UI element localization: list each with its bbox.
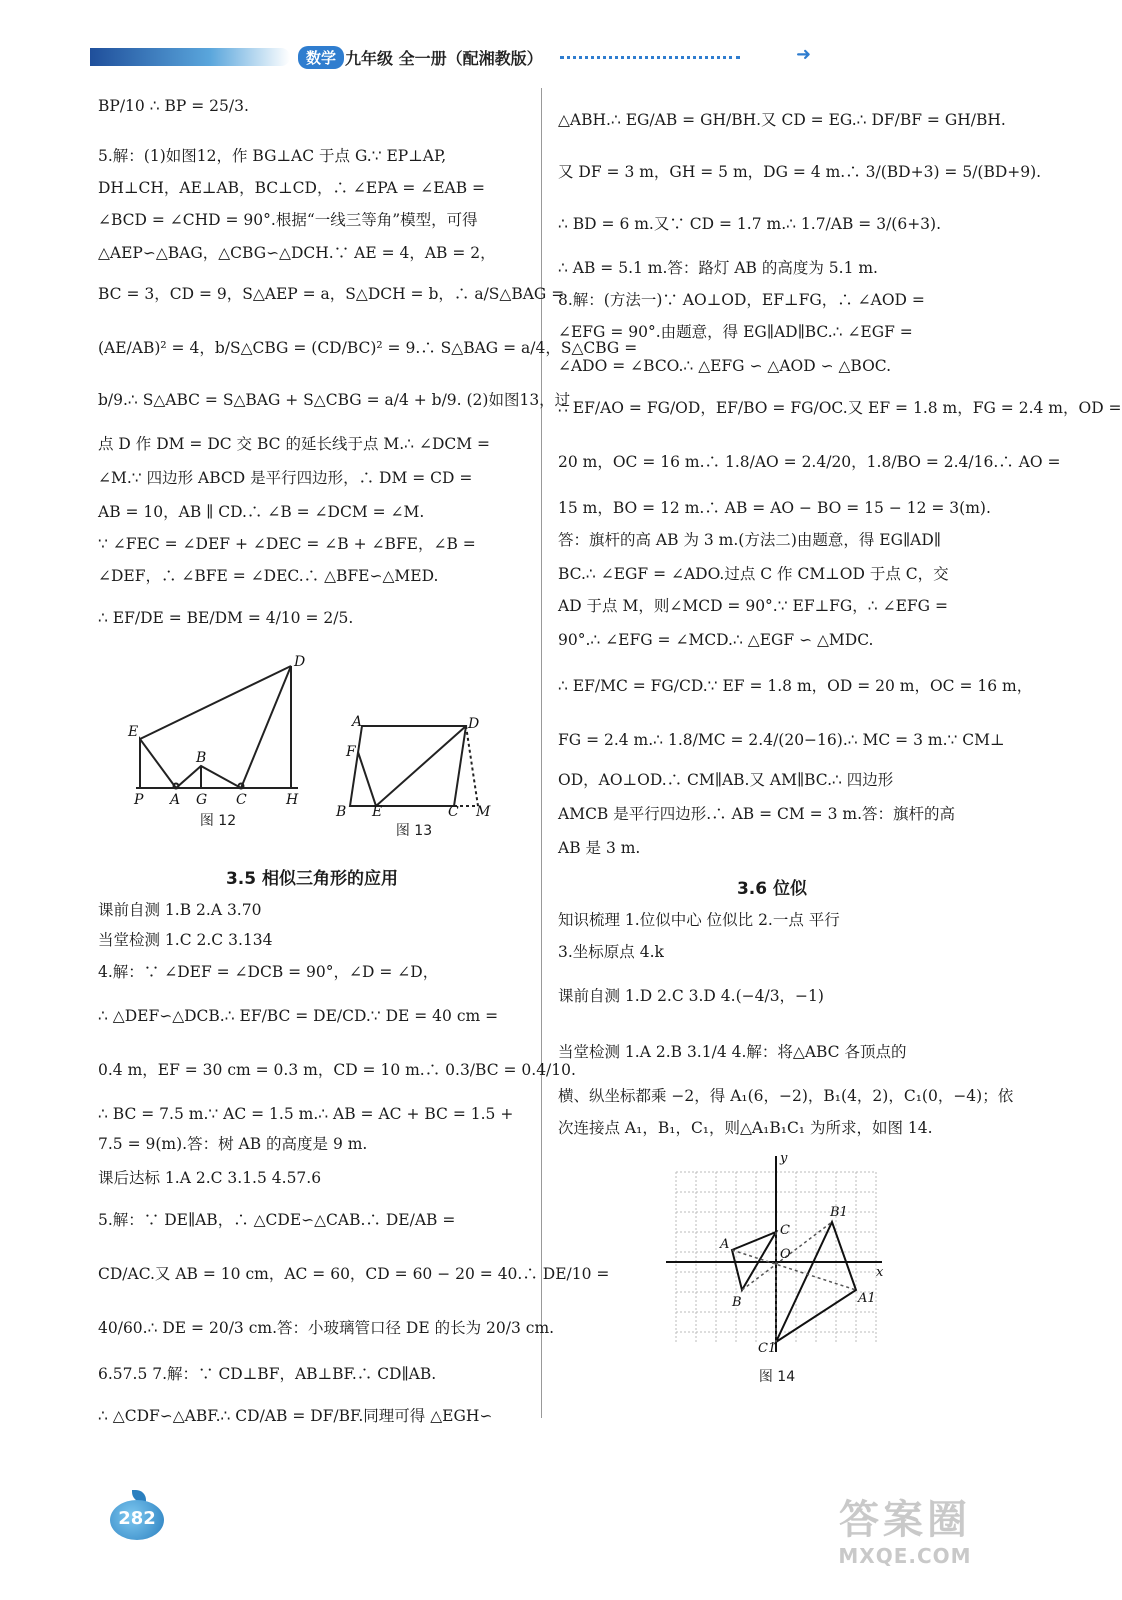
text-line: AD 于点 M，则∠MCD = 90°.∵ EF⊥FG，∴ ∠EFG = [558,597,948,615]
fig12-label-D: D [294,654,306,670]
fig14-label-B1: B1 [830,1205,848,1220]
fig14-label-A: A [720,1237,730,1252]
text-line: 5.解：(1)如图12，作 BG⊥AC 于点 G.∵ EP⊥AP, [98,147,447,165]
text-line: 答：旗杆的高 AB 为 3 m.(方法二)由题意，得 EG∥AD∥ [558,531,941,549]
header-swoosh-decoration [90,48,290,66]
text-line: 40/60.∴ DE = 20/3 cm.答：小玻璃管口径 DE 的长为 20/3 cm. [98,1319,555,1337]
text-line: 3.坐标原点 4.k [558,943,664,961]
fig13-label-E: E [372,804,383,820]
text-line: 0.4 m，EF = 30 cm = 0.3 m，CD = 10 m.∴ 0.3/BC = 0.4/10. [98,1061,576,1079]
book-title: 九年级 全一册（配湘教版） [345,49,543,68]
text-line: 15 m，BO = 12 m.∴ AB = AO − BO = 15 − 12 = 3(m). [558,499,991,517]
text-line: 6.57.5 7.解：∵ CD⊥BF，AB⊥BF.∴ CD∥AB. [98,1365,437,1383]
figure-13-caption: 图 13 [395,823,433,839]
fig12-label-B: B [196,750,207,766]
text-line: ∠BCD = ∠CHD = 90°.根据“一线三等角”模型，可得 [98,211,478,229]
watermark [805,1496,1005,1586]
text-line: 横、纵坐标都乘 −2，得 A₁(6，−2)，B₁(4，2)，C₁(0，−4)；依 [558,1087,1014,1105]
watermark-en: MXQE.COM [838,1544,972,1568]
page-number-badge [110,1490,170,1550]
text-line: FG = 2.4 m.∴ 1.8/MC = 2.4/(20−16).∴ MC = 3 m.∵ CM⊥ [558,731,1005,749]
text-line: 4.解：∵ ∠DEF = ∠DCB = 90°，∠D = ∠D， [98,963,439,981]
fig14-label-A1: A1 [858,1291,876,1306]
text-line: ∴ EF/AO = FG/OD，EF/BO = FG/OC.又 EF = 1.8 m，FG = 2.4 m，OD = [558,399,1122,417]
text-line: 当堂检测 1.A 2.B 3.1/4 4.解：将△ABC 各顶点的 [558,1043,907,1061]
text-line: BC.∴ ∠EGF = ∠ADO.过点 C 作 CM⊥OD 于点 C，交 [558,565,949,583]
text-line: DH⊥CH，AE⊥AB，BC⊥CD，∴ ∠EPA = ∠EAB = [98,179,486,197]
fig13-label-D: D [468,716,480,732]
figure-12-diagram [128,656,308,806]
figure-14 [662,1152,892,1386]
text-line: 次连接点 A₁，B₁，C₁，则△A₁B₁C₁ 为所求，如图 14. [558,1119,933,1137]
fig14-label-C: C [780,1223,790,1238]
text-line: b/9.∴ S△ABC = S△BAG + S△CBG = a/4 + b/9. (2)如图13，过 [98,391,571,409]
text-line: CD/AC.又 AB = 10 cm，AC = 60，CD = 60 − 20 = 40.∴ DE/10 = [98,1265,610,1283]
text-line: 课前自测 1.D 2.C 3.D 4.(−4/3，−1) [558,987,824,1005]
figure-13 [334,716,494,840]
fig12-label-H: H [286,792,299,808]
fig13-label-B: B [336,804,347,820]
text-line: ∠ADO = ∠BCO.∴ △EFG ∽ △AOD ∽ △BOC. [558,357,892,375]
section-title-3-5: 3.5 相似三角形的应用 [225,869,399,889]
figure-13-diagram [334,714,494,820]
text-line: ∠DEF，∴ ∠BFE = ∠DEC.∴ △BFE∽△MED. [98,567,439,585]
fig13-label-A: A [352,714,363,730]
fig13-label-F: F [346,744,356,760]
fig14-axis-x: x [876,1265,884,1280]
section-title-3-6: 3.6 位似 [736,879,808,899]
text-line: ∴ EF/MC = FG/CD.∵ EF = 1.8 m，OD = 20 m，OC = 16 m， [558,677,1033,695]
page-number: 282 [118,1508,156,1529]
fig13-label-C: C [448,804,459,820]
fig14-origin-O: O [780,1247,791,1262]
fig12-label-A: A [170,792,181,808]
text-line: ∴ AB = 5.1 m.答：路灯 AB 的高度为 5.1 m. [558,259,878,277]
text-line: ∵ ∠FEC = ∠DEF + ∠DEC = ∠B + ∠BFE，∠B = [98,535,476,553]
figure-12 [128,656,308,830]
text-line: BP/10 ∴ BP = 25/3. [98,97,249,115]
text-line: △AEP∽△BAG，△CBG∽△DCH.∵ AE = 4，AB = 2， [98,244,496,262]
text-line: (AE/AB)² = 4，b/S△CBG = (CD/BC)² = 9.∴ S△BAG = a/4，S△CBG = [98,339,638,357]
text-line: ∴ BD = 6 m.又∵ CD = 1.7 m.∴ 1.7/AB = 3/(6+3). [558,215,942,233]
subject-badge: 数学 [298,46,344,69]
header-dotted-line [560,56,740,59]
text-line: ∠EFG = 90°.由题意，得 EG∥AD∥BC.∴ ∠EGF = [558,323,913,341]
fig14-label-C1: C1 [758,1341,777,1356]
text-line: 7.5 = 9(m).答：树 AB 的高度是 9 m. [98,1135,368,1153]
text-line: 当堂检测 1.C 2.C 3.134 [98,931,273,949]
text-line: 课前自测 1.B 2.A 3.70 [98,901,262,919]
fig14-axis-y: y [780,1151,788,1166]
page-header [90,38,812,78]
arrow-right-icon: ➜ [796,44,812,65]
text-line: ∠M.∵ 四边形 ABCD 是平行四边形，∴ DM = CD = [98,469,473,487]
text-line: 5.解：∵ DE∥AB，∴ △CDE∽△CAB.∴ DE/AB = [98,1211,456,1229]
fig12-label-E: E [128,724,139,740]
text-line: 20 m，OC = 16 m.∴ 1.8/AO = 2.4/20，1.8/BO = 2.4/16.∴ AO = [558,453,1061,471]
text-line: ∴ BC = 7.5 m.∵ AC = 1.5 m.∴ AB = AC + BC = 1.5 + [98,1105,514,1123]
fig12-label-P: P [134,792,144,808]
text-line: 课后达标 1.A 2.C 3.1.5 4.57.6 [98,1169,322,1187]
text-line: 又 DF = 3 m，GH = 5 m，DG = 4 m.∴ 3/(BD+3) = 5/(BD+9). [558,163,1042,181]
text-line: OD，AO⊥OD.∴ CM∥AB.又 AM∥BC.∴ 四边形 [558,771,894,789]
watermark-cn: 答案圈 [839,1497,971,1543]
fig14-label-B: B [732,1295,742,1310]
text-line: ∴ EF/DE = BE/DM = 4/10 = 2/5. [98,609,354,627]
text-line: AMCB 是平行四边形.∴ AB = CM = 3 m.答：旗杆的高 [558,805,956,823]
figure-12-caption: 图 12 [199,813,237,829]
fig12-label-C: C [236,792,247,808]
text-line: ∴ △DEF∽△DCB.∴ EF/BC = DE/CD.∵ DE = 40 cm = [98,1007,499,1025]
text-line: 8.解：(方法一)∵ AO⊥OD，EF⊥FG，∴ ∠AOD = [558,291,925,309]
text-line: AB = 10，AB ∥ CD.∴ ∠B = ∠DCM = ∠M. [98,503,425,521]
fig13-label-M: M [476,804,491,820]
text-line: △ABH.∴ EG/AB = GH/BH.又 CD = EG.∴ DF/BF = GH/BH. [558,111,1006,129]
fig12-label-G: G [196,792,208,808]
text-line: ∴ △CDF∽△ABF.∴ CD/AB = DF/BF.同理可得 △EGH∽ [98,1407,493,1425]
text-line: 知识梳理 1.位似中心 位似比 2.一点 平行 [558,911,840,929]
figure-14-coordinate-plot [662,1152,892,1362]
text-line: BC = 3，CD = 9，S△AEP = a，S△DCH = b，∴ a/S△BAG = [98,285,565,303]
text-line: AB 是 3 m. [558,839,641,857]
text-line: 90°.∴ ∠EFG = ∠MCD.∴ △EGF ∽ △MDC. [558,631,874,649]
figure-14-caption: 图 14 [758,1369,796,1385]
text-line: 点 D 作 DM = DC 交 BC 的延长线于点 M.∴ ∠DCM = [98,435,491,453]
